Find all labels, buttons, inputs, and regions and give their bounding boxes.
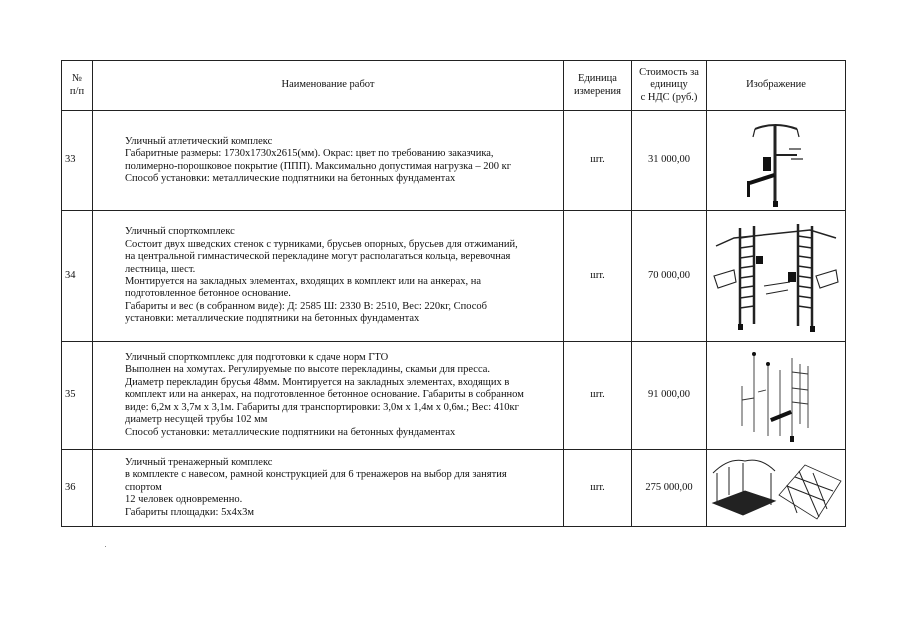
- row-price: 70 000,00: [632, 211, 707, 342]
- row-description: [93, 211, 564, 342]
- row-image: [707, 111, 846, 211]
- desc-line: Монтируется на закладных элементах, входящих в комплект или на анкерах, на: [125, 276, 482, 287]
- header-unit: Единица измерения: [564, 61, 632, 111]
- header-row: [62, 61, 846, 111]
- desc-line: в комплекте с навесом, рамной конструкцией для 6 тренажеров на выбор для занятия: [125, 469, 507, 481]
- desc-line: Габариты и вес (в собранном виде): Д: 2585 Ш: 2330 В: 2510, Вес: 220кг, Способ: [125, 300, 487, 312]
- desc-line: комплект или на анкерах, на подготовленное бетонное основание. Габариты в собранном: [125, 389, 524, 401]
- table-row: [62, 211, 846, 342]
- row-description: [93, 342, 564, 450]
- header-image: Изображение: [707, 61, 846, 111]
- row-image: [707, 342, 846, 450]
- page-speck: [105, 546, 106, 547]
- desc-line: Габариты площадки: 5х4х3м: [125, 506, 254, 518]
- price-table: [61, 60, 846, 527]
- row-unit: шт.: [564, 450, 632, 527]
- desc-line: Уличный спорткомплекс для подготовки к сдаче норм ГТО: [125, 352, 389, 364]
- header-name: Наименование работ: [93, 61, 564, 111]
- desc-line: Габаритные размеры: 1730х1730х2615(мм). Окрас: цвет по требованию заказчика,: [125, 148, 494, 160]
- desc-line: Выполнен на хомутах. Регулируемые по высоте перекладины, скамьи для пресса.: [125, 364, 491, 376]
- row-unit: шт.: [564, 342, 632, 450]
- desc-line: полимерно-порошковое покрытие (ППП). Максимально допустимая нагрузка – 200 кг: [125, 160, 512, 172]
- header-num: № п/п: [62, 61, 93, 111]
- desc-line: Диаметр перекладин брусья 48мм. Монтируется на закладных элементах, входящих в: [125, 376, 510, 388]
- row-num: 34: [62, 211, 93, 342]
- desc-line: Способ установки: металлические подпятники на бетонных фундаментах: [125, 172, 456, 184]
- desc-line: Состоит двух шведских стенок с турниками, брусьев опорных, брусьев для отжиманий,: [125, 238, 518, 250]
- sport-complex-icon: [710, 216, 842, 336]
- desc-line: 12 человек одновременно.: [125, 494, 243, 506]
- row-image: [707, 450, 846, 527]
- row-image: [707, 211, 846, 342]
- athletic-complex-icon: [741, 115, 811, 207]
- row-num: 36: [62, 450, 93, 527]
- row-unit: шт.: [564, 111, 632, 211]
- table-row: [62, 450, 846, 527]
- row-price: 91 000,00: [632, 342, 707, 450]
- desc-line: подготовленное бетонное основание.: [125, 288, 291, 300]
- desc-line: диаметр несущей трубы 102 мм: [125, 414, 268, 426]
- desc-line: Уличный атлетический комплекс: [125, 135, 273, 147]
- desc-line: Способ установки: металлические подпятники на бетонных фундаментах: [125, 426, 456, 438]
- row-unit: шт.: [564, 211, 632, 342]
- row-description: [93, 111, 564, 211]
- desc-line: установки: металлические подпятники на бетонных фундаментах: [125, 313, 420, 325]
- table-row: [62, 342, 846, 450]
- row-num: 35: [62, 342, 93, 450]
- gto-complex-icon: [734, 348, 818, 444]
- desc-line: на центральной гимнастической перекладине могут располагаться кольца, веревочная: [125, 251, 511, 263]
- row-num: 33: [62, 111, 93, 211]
- training-pavilion-icon: [709, 455, 843, 521]
- desc-line: Уличный тренажерный комплекс: [125, 456, 273, 468]
- row-description: [93, 450, 564, 527]
- desc-line: лестница, шест.: [125, 263, 196, 275]
- row-price: 31 000,00: [632, 111, 707, 211]
- table-row: [62, 111, 846, 211]
- desc-line: виде: 6,2м х 3,7м х 3,1м. Габариты для транспортировки: 3,0м х 1,4м х 0,6м.; Вес: 410кг: [125, 401, 519, 413]
- row-price: 275 000,00: [632, 450, 707, 527]
- desc-line: Уличный спорткомплекс: [125, 226, 235, 238]
- desc-line: спортом: [125, 481, 162, 493]
- header-price: Стоимость за единицу с НДС (руб.): [632, 61, 707, 111]
